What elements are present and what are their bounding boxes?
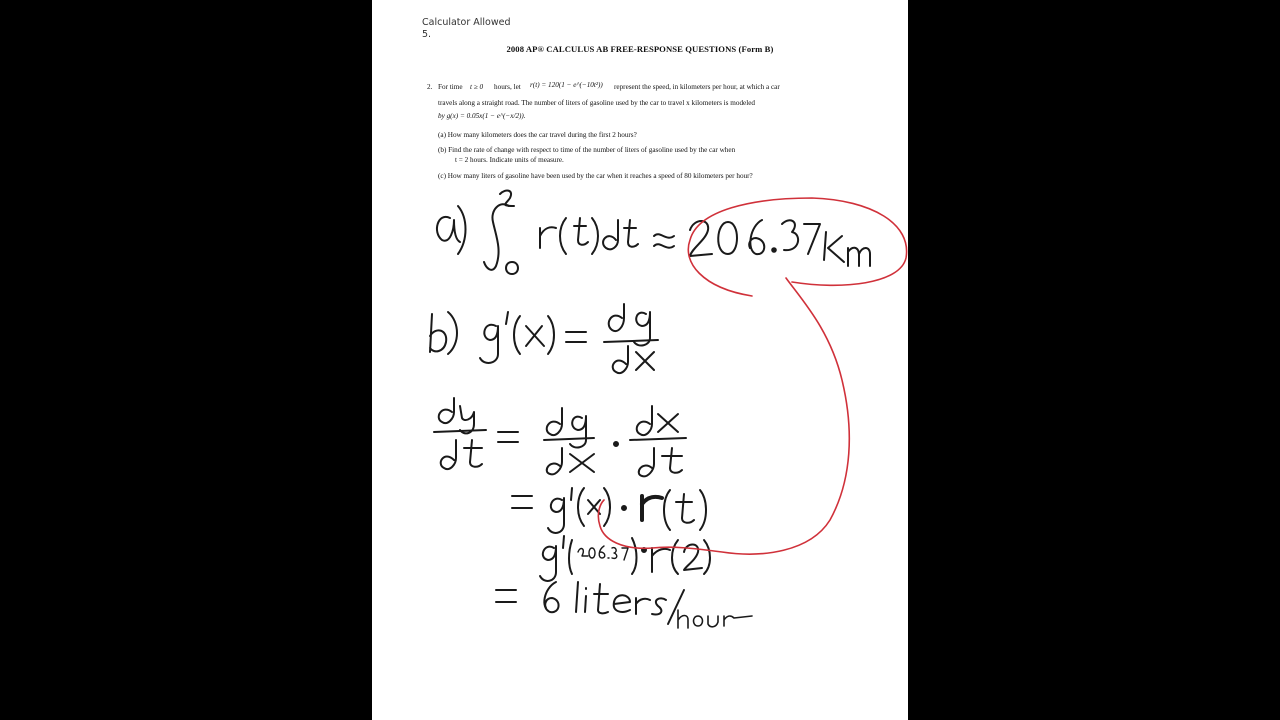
prime-2 [571, 488, 572, 500]
a-paren [458, 206, 466, 254]
i-letter [585, 588, 586, 612]
problem-line1-a: For time [438, 83, 463, 91]
approx-sign [654, 234, 674, 247]
t-letter [574, 218, 588, 245]
digit-0 [718, 222, 737, 254]
g-letter [480, 325, 498, 363]
dx2-d [637, 406, 652, 435]
paren-3-close [604, 488, 610, 526]
a-letter [437, 217, 460, 242]
worksheet-page [372, 0, 908, 720]
paren-4-close [700, 490, 706, 530]
fraction-bar-4 [630, 438, 686, 440]
o-letter [694, 616, 703, 626]
part-a-work [437, 191, 870, 274]
fraction-bar-2 [434, 430, 486, 432]
digit-6b [544, 582, 558, 612]
problem-line1-b: t ≥ 0 [470, 83, 484, 91]
equals-3 [512, 496, 532, 508]
x-den [636, 352, 654, 370]
open-paren [560, 218, 566, 254]
paren-4-open [664, 490, 670, 530]
question-number: 5. [422, 29, 432, 40]
e-letter [614, 595, 630, 612]
prime-mark [506, 312, 508, 324]
d-den [613, 346, 628, 373]
r3-letter [652, 548, 670, 572]
dt-t [464, 440, 482, 467]
lower-limit [506, 262, 518, 274]
close-paren [592, 218, 598, 254]
t3-letter [676, 494, 694, 523]
paren-3-open [578, 488, 584, 526]
digit-2 [690, 221, 712, 256]
paren-5-close [632, 538, 637, 574]
decimal-point [772, 248, 776, 252]
paren-close-b [548, 316, 554, 354]
circle-around-answer [688, 198, 906, 296]
dx-x [570, 454, 594, 472]
r2-letter [642, 496, 662, 520]
paren-5-open [569, 540, 572, 574]
dg-d [547, 408, 562, 435]
digit-3 [782, 220, 798, 250]
calculator-note: Calculator Allowed [422, 17, 511, 28]
speed-formula: r(t) = 120(1 − e^(−10t²)) [530, 81, 603, 89]
part-b-text-1: (b) Find the rate of change with respect to time of the number of liters of gasoline used by the car when [438, 146, 736, 154]
b-paren [448, 312, 457, 354]
d-num [609, 304, 624, 331]
h-letter [678, 610, 688, 628]
letter-K [824, 232, 844, 262]
digit-6 [749, 220, 764, 254]
paren-6-close [704, 540, 710, 574]
dy-d [439, 398, 454, 423]
integral-sign [484, 204, 509, 270]
problem-line1-c: hours, let [494, 83, 521, 91]
d-letter [603, 220, 618, 249]
dx-d [547, 448, 562, 474]
dy-y [460, 406, 474, 433]
dot-operator-2 [622, 506, 626, 510]
equals-4 [496, 590, 516, 602]
g3-letter [540, 546, 556, 581]
problem-line2: travels along a straight road. The number of liters of gasoline used by the car to travel x kilometers is modeled [438, 99, 756, 107]
dt2-t [662, 448, 682, 473]
t2-letter [624, 220, 638, 247]
problem-line1-d: represent the speed, in kilometers per hour, at which a car [614, 83, 780, 91]
dt-d [441, 440, 456, 469]
problem-number: 2. [427, 83, 433, 91]
part-b-work [430, 304, 752, 628]
r4-letter [636, 598, 650, 614]
r-letter [540, 227, 556, 248]
exam-title: 2008 AP® CALCULUS AB FREE-RESPONSE QUESTIONS (Form B) [506, 44, 774, 54]
dg-g [570, 416, 586, 447]
r5-letter [724, 616, 752, 626]
part-c-text: (c) How many liters of gasoline have been used by the car when it reaches a speed of 80 kilometers per hour? [438, 172, 753, 180]
s-letter [652, 598, 666, 614]
l-letter [576, 582, 578, 612]
digit-7 [804, 224, 820, 254]
paren-open-b [514, 316, 520, 354]
handwritten-solution [372, 0, 908, 720]
gas-formula: by g(x) = 0.05x(1 − e^(−x/2)). [438, 112, 526, 120]
dx2-x [658, 414, 678, 432]
b-letter [430, 314, 446, 352]
part-b-text-2: t = 2 hours. Indicate units of measure. [455, 156, 564, 164]
g2-letter [548, 498, 564, 533]
u-letter [708, 616, 718, 627]
dot-operator [614, 442, 618, 446]
equals-2 [498, 432, 518, 442]
t4-letter [594, 584, 608, 613]
slash [668, 590, 684, 624]
x-letter [526, 326, 544, 346]
prime-3 [563, 536, 564, 548]
letter-m [848, 248, 870, 266]
part-a-text: (a) How many kilometers does the car travel during the first 2 hours? [438, 131, 637, 139]
inner-value [578, 546, 628, 560]
paren-6-open [672, 540, 678, 574]
dt2-d [639, 448, 654, 476]
equals-sign [566, 332, 586, 342]
